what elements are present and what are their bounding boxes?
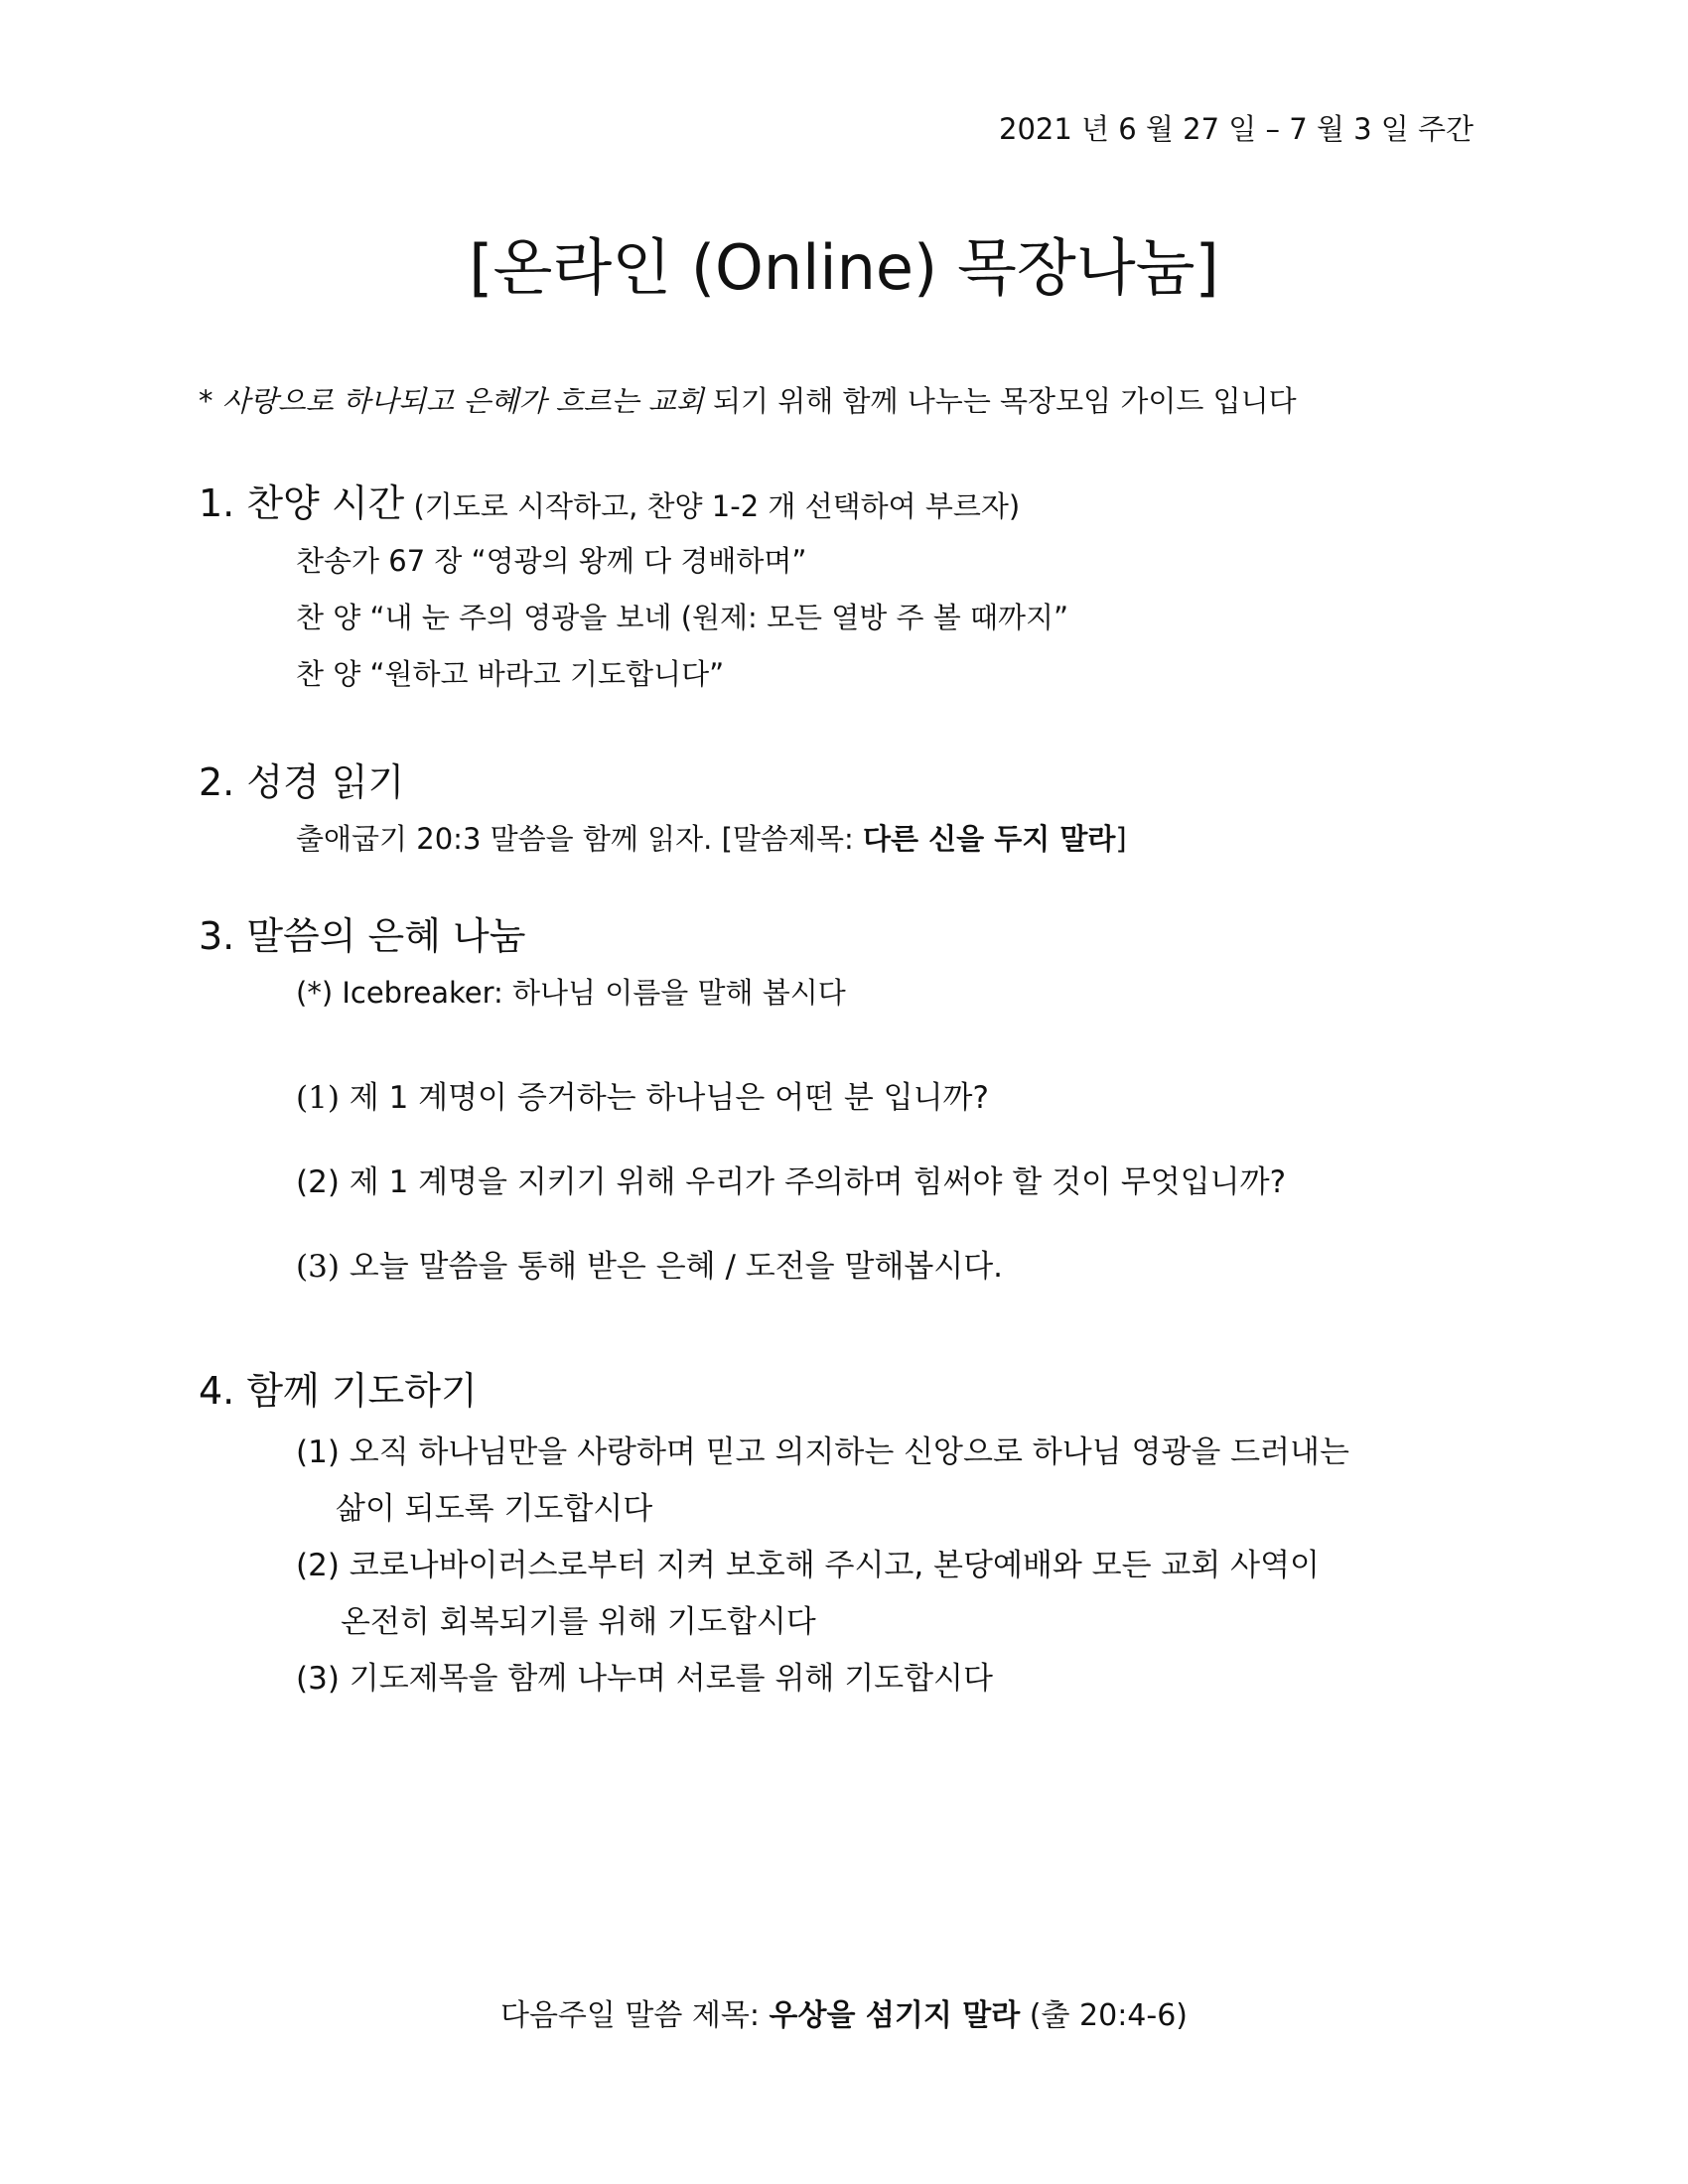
prayer-1-line-1: (1) 오직 하나님만을 사랑하며 믿고 의지하는 신앙으로 하나님 영광을 드러내는	[296, 1434, 1349, 1470]
sermon-title: 다른 신을 두지 말라	[862, 822, 1116, 856]
question-1	[296, 1072, 989, 1117]
next-sermon-ref: (출 20:4-6)	[1020, 1998, 1189, 2033]
next-sermon-title: 우상을 섬기지 말라	[769, 1998, 1021, 2033]
prayer-1-line-2: 삶이 되도록 기도합시다	[336, 1491, 653, 1527]
section-3-heading: 3. 말씀의 은혜 나눔	[199, 914, 526, 958]
question-text: 제 1 계명이 증거하는 하나님은 어떤 분 입니까?	[339, 1080, 989, 1116]
reading-text: 출애굽기 20:3 말씀을 함께 읽자. [말씀제목:	[296, 822, 863, 856]
section-1-title: 1. 찬양 시간	[199, 481, 405, 525]
section-2-heading: 2. 성경 읽기	[199, 760, 405, 804]
intro-prefix: *	[199, 384, 222, 418]
date-range: 2021 년 6 월 27 일 – 7 월 3 일 주간	[999, 112, 1475, 146]
question-number: (3)	[296, 1249, 340, 1285]
question-number: (1)	[296, 1080, 340, 1116]
section-1-item: 찬 양 “내 눈 주의 영광을 보네 (원제: 모든 열방 주 볼 때까지”	[296, 601, 1069, 634]
intro-rest: 되기 위해 함께 나누는 목장모임 가이드 입니다	[703, 384, 1297, 418]
section-2-reading	[296, 817, 1127, 858]
reading-close: ]	[1115, 822, 1127, 856]
question-2	[296, 1157, 1286, 1201]
intro-line	[199, 379, 1297, 420]
section-1-note: (기도로 시작하고, 찬양 1-2 개 선택하여 부르자)	[404, 489, 1021, 523]
next-sermon-label: 다음주일 말씀 제목:	[499, 1998, 770, 2033]
prayer-2-line-2: 온전히 회복되기를 위해 기도합시다	[341, 1604, 816, 1640]
page-title: [온라인 (Online) 목장나눔]	[469, 231, 1219, 304]
intro-church-motto: 사랑으로 하나되고 은혜가 흐르는 교회	[221, 384, 704, 418]
question-3	[296, 1241, 1003, 1286]
prayer-2-line-1: (2) 코로나바이러스로부터 지켜 보호해 주시고, 본당예배와 모든 교회 사역이	[296, 1548, 1320, 1583]
next-sermon	[0, 1990, 1688, 2034]
question-text: 오늘 말씀을 통해 받은 은혜 / 도전을 말해봅시다.	[339, 1249, 1004, 1285]
question-text: 제 1 계명을 지키기 위해 우리가 주의하며 힘써야 할 것이 무엇입니까?	[339, 1164, 1287, 1200]
prayer-3: (3) 기도제목을 함께 나누며 서로를 위해 기도합시다	[296, 1661, 993, 1697]
section-1-item: 찬송가 67 장 “영광의 왕께 다 경배하며”	[296, 544, 807, 578]
question-number: (2)	[296, 1164, 340, 1200]
section-1-heading	[199, 473, 1020, 527]
section-4-heading: 4. 함께 기도하기	[199, 1369, 478, 1413]
icebreaker: (*) Icebreaker: 하나님 이름을 말해 봅시다	[296, 976, 846, 1010]
section-1-item: 찬 양 “원하고 바라고 기도합니다”	[296, 657, 725, 691]
